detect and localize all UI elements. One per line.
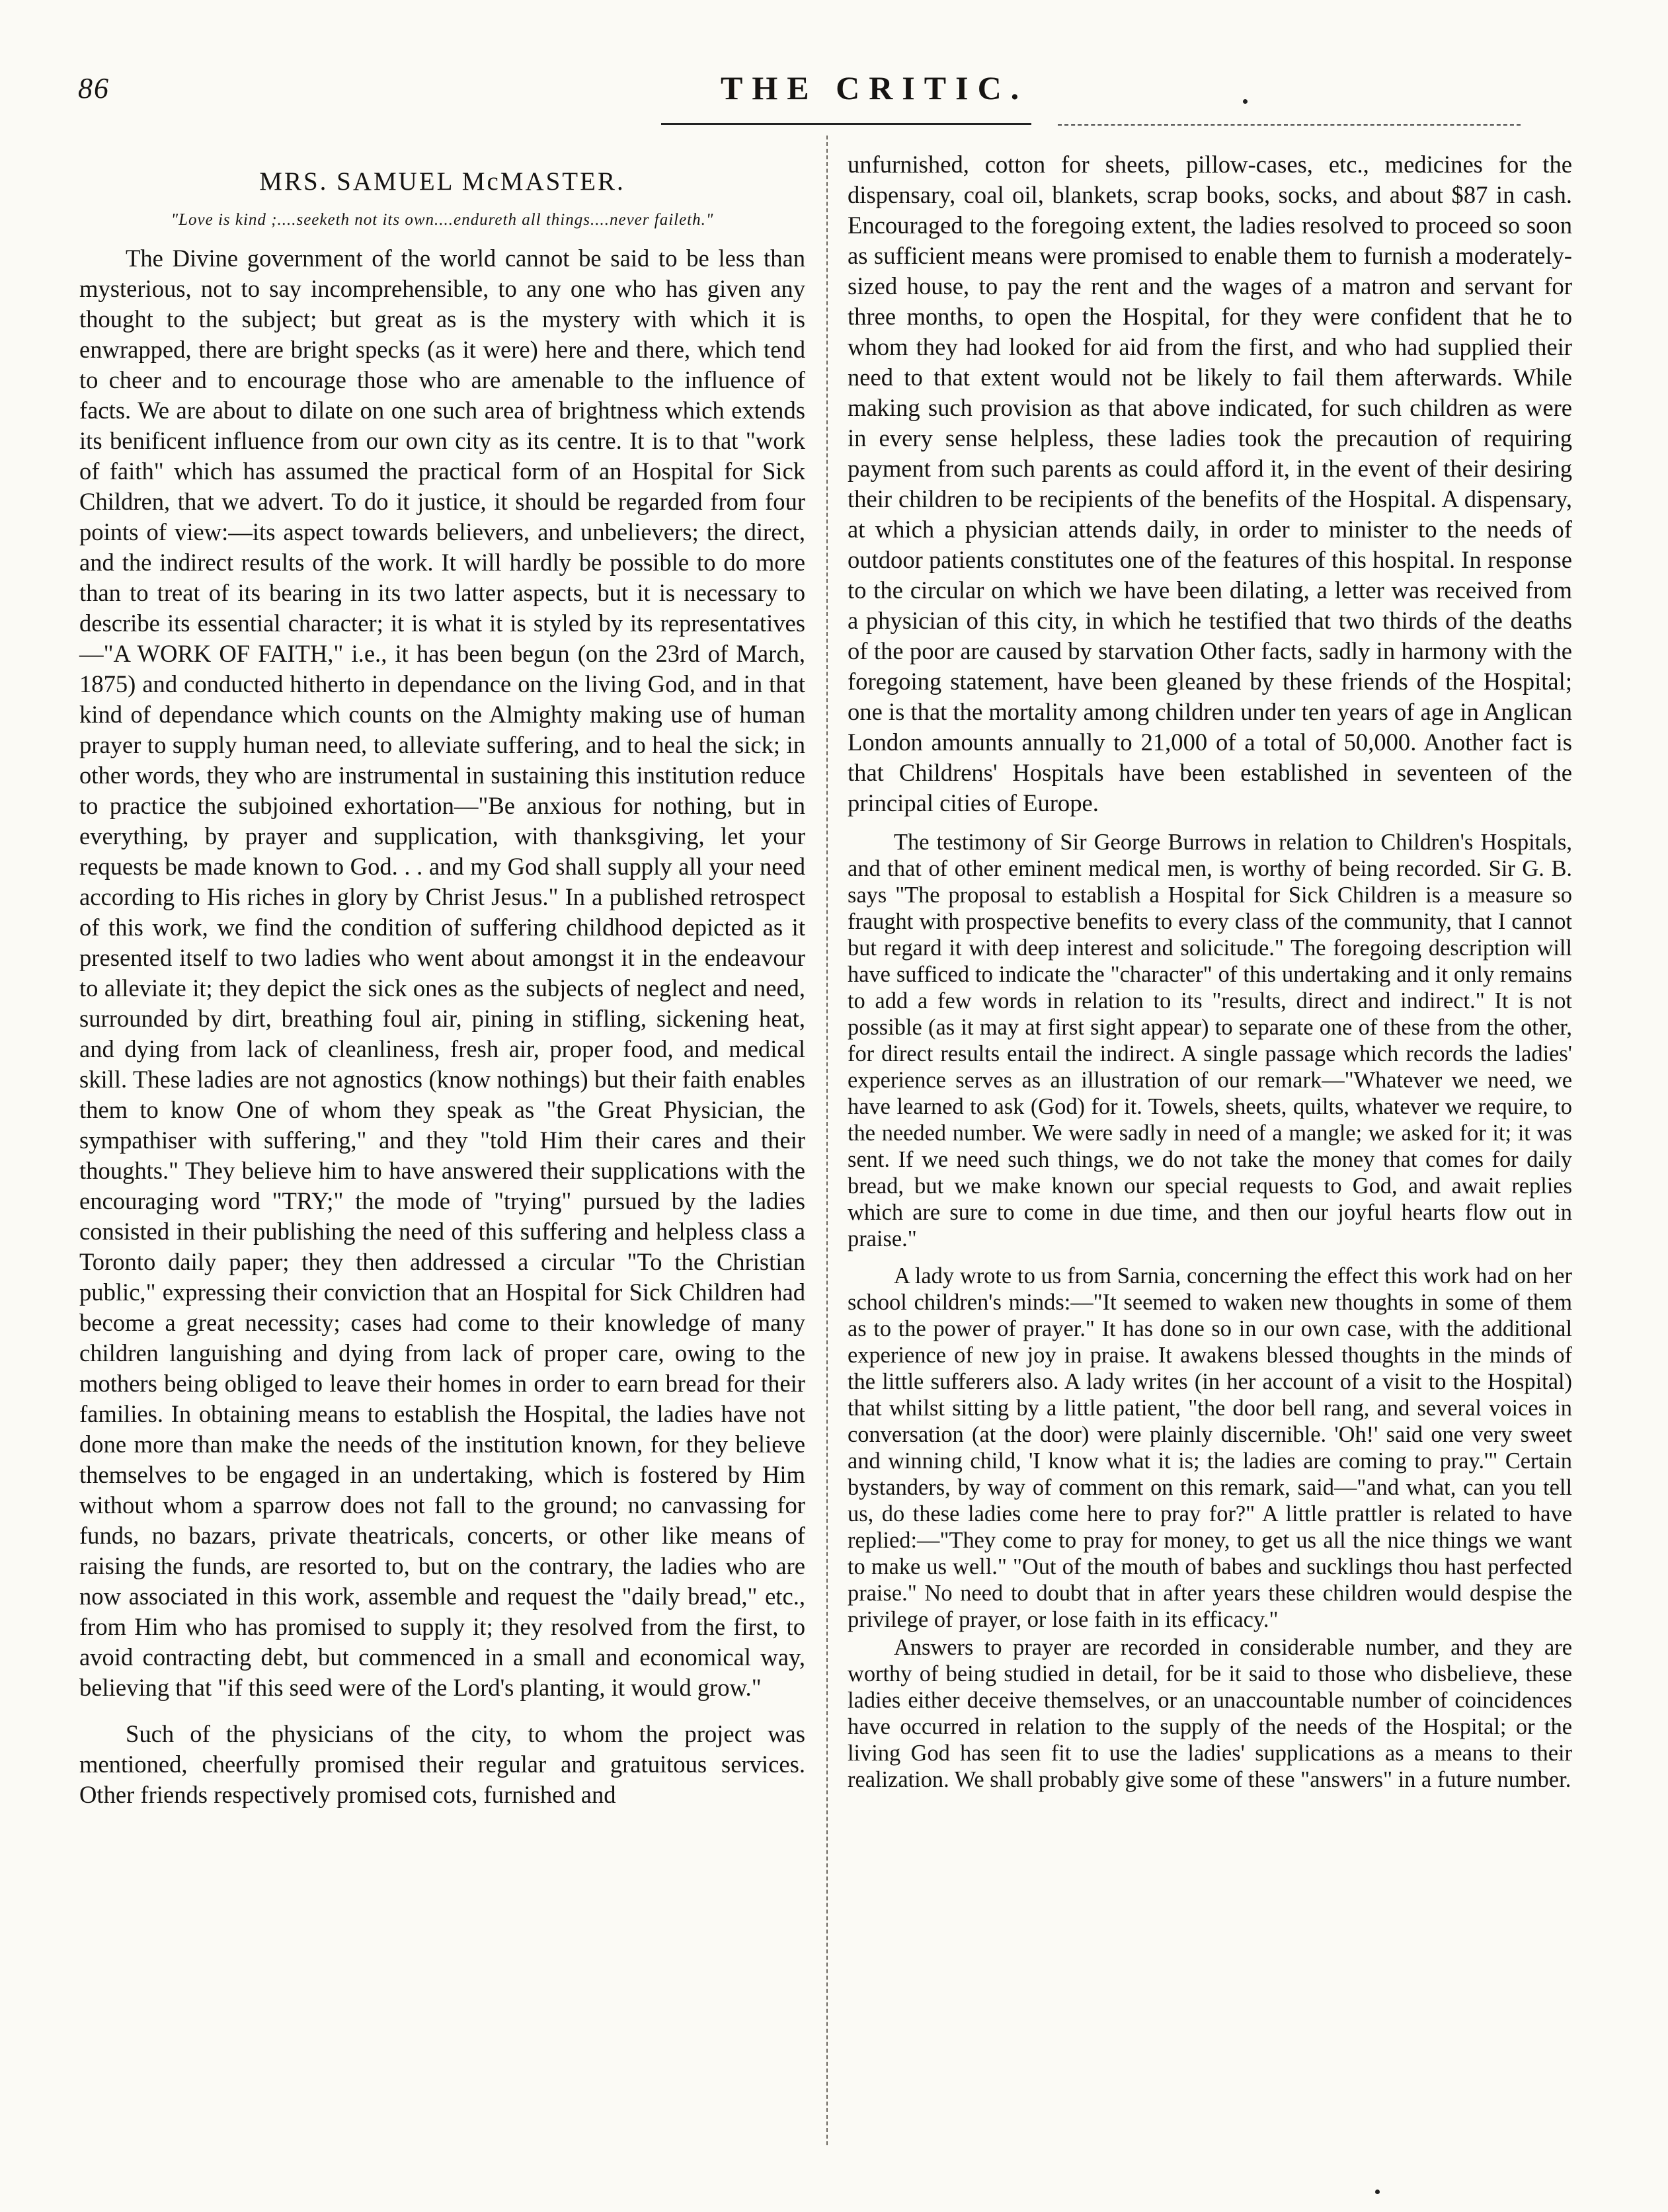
paragraph: A lady wrote to us from Sarnia, concerning the effect this work had on her school children's minds:—"It seemed to waken new thoughts in some of them as to the power of prayer." It has done so in our own case, with the additional experience of new joy in praise. It awakens blessed thoughts in the minds of the little sufferers also. A lady writes (in her account of a visit to the Hospital) that whilst sitting by a little patient, "the door bell rang, and several voices in conversation (at the door) were plainly discernible. 'Oh!' said one very sweet and winning child, 'I know what it is; the ladies are coming to pray.'" Certain bystanders, by way of comment on this remark, said—"and what, can you tell us, do these ladies come here to pray for?" A little prattler is related to have replied:—"They come to pray for money, to get us all the nice things we want to make us well." "Out of the mouth of babes and sucklings thou hast perfected praise." No need to doubt that in after years these children would despise the privilege of prayer, or lose faith in its efficacy." <box>848 1263 1572 1632</box>
paragraph: The testimony of Sir George Burrows in relation to Children's Hospitals, and that of other eminent medical men, is worthy of being recorded. Sir G. B. says "The proposal to establish a Hospital for Sick Children is a measure so fraught with prospective benefits to every class of the community, that I cannot but regard it with deep interest and solicitude." The foregoing description will have sufficed to indicate the "character" of this undertaking and it only remains to add a few words in relation to its "results, direct and indirect." It is not possible (as it may at first sight appear) to separate one of these from the other, for direct results entail the indirect. A single passage which records the ladies' experience serves as an illustration of our remark—"Whatever we need, we have learned to ask (God) for it. Towels, sheets, quilts, whatever we require, to the needed number. We were sadly in need of a mangle; we asked for it; it was sent. If we need such things, we do not take the money that comes for daily bread, but we make known our special requests to God, and await replies which are sure to come in due time, and then our joyful hearts flow out in praise." <box>848 830 1572 1251</box>
epigraph: "Love is kind ;....seeketh not its own....endureth all things....never faileth." <box>171 211 714 229</box>
paragraph-gap <box>848 820 1572 829</box>
left-column <box>79 149 805 1811</box>
right-column <box>848 149 1572 1794</box>
paragraph-continued: unfurnished, cotton for sheets, pillow-cases, etc., medicines for the dispensary, coal oil, blankets, scrap books, socks, and about $87 in cash. Encouraged to the foregoing extent, the ladies resolved to proceed so soon as sufficient means were promised to enable them to furnish a moderately-sized house, to pay the rent and the wages of a matron and servant for three months, to open the Hospital, for they were confident that he to whom they had looked for aid from the first, and who had supplied their need to that extent would not be likely to fail them afterwards. While making such provision as that above indicated, for such children as were in every sense helpless, these ladies took the precaution of requiring payment from such parents as could afford it, in the event of their desiring their children to be recipients of the benefits of the Hospital. A dispensary, at which a physician attends daily, in order to minister to the needs of outdoor patients constitutes one of the features of this hospital. In response to the circular on which we have been dilating, a letter was received from a physician of this city, in which he testified that two thirds of the deaths of the poor are caused by starvation Other facts, sadly in harmony with the foregoing statement, have been gleaned by these friends of the Hospital; one is that the mortality among children under ten years of age in Anglican London amounts annually to 21,000 of a total of 50,000. Another fact is that Childrens' Hospitals have been established in seventeen of the principal cities of Europe. <box>848 151 1573 816</box>
publication-title: THE CRITIC. <box>721 69 1029 106</box>
article-title: MRS. SAMUEL McMASTER. <box>259 167 625 196</box>
paragraph-gap <box>79 1704 805 1719</box>
header-rule <box>661 123 1031 125</box>
header-rule-dashed <box>1058 124 1521 126</box>
page-number: 86 <box>78 72 110 104</box>
print-speck <box>1375 2190 1380 2194</box>
page-header <box>0 0 1668 132</box>
column-divider <box>826 136 828 2145</box>
paragraph: Such of the physicians of the city, to whom the project was mentioned, cheerfully promised their regular and gratuitous services. Other friends respectively promised cots, furnished and <box>79 1720 805 1808</box>
paragraph: The Divine government of the world cannot be said to be less than mysterious, not to say incomprehensible, to any one who has given any thought to the subject; but great as is the mystery with which it is enwrapped, there are bright specks (as it were) here and there, which tend to cheer and to encourage those who are amenable to the influence of facts. We are about to dilate on one such area of brightness which extends its benificent influence from our own city as its centre. It is to that "work of faith" which has assumed the practical form of an Hospital for Sick Children, that we advert. To do it justice, it should be regarded from four points of view:—its aspect towards believers, and unbelievers; the direct, and the indirect results of the work. It will hardly be possible to do more than to treat of its bearing in its two latter aspects, but it is necessary to describe its essential character; it is what it is styled by its representatives—"A WORK OF FAITH," i.e., it has been begun (on the 23rd of March, 1875) and conducted hitherto in dependance on the living God, and in that kind of dependance which counts on the Almighty making use of human prayer to supply human need, to alleviate suffering, and to heal the sick; in other words, they who are instrumental in sustaining this institution reduce to practice the subjoined exhortation—"Be anxious for nothing, but in everything, by prayer and supplication, with thanksgiving, let your requests be made known to God. . . and my God shall supply all your need according to His riches in glory by Christ Jesus." In a published retrospect of this work, we find the condition of suffering childhood depicted as it presented itself to two ladies who went about amongst it in the endeavour to alleviate it; they depict the sick ones as the subjects of neglect and need, surrounded by dirt, breathing foul air, pining in stifling, sickening heat, and dying from lack of cleanliness, fresh air, proper food, and medical skill. These ladies are not agnostics (know nothings) but their faith enables them to know One of whom they speak as "the Great Physician, the sympathiser with suffering," and they "told Him their cares and their thoughts." They believe him to have answered their supplications with the encouraging word "TRY;" the mode of "trying" pursued by the ladies consisted in their publishing the need of this suffering and helpless class a Toronto daily paper; they then addressed a circular "To the Christian public," expressing their conviction that an Hospital for Sick Children had become a great necessity; cases had come to their knowledge of many children languishing and dying from lack of proper care, owing to the mothers being obliged to leave their homes in order to earn bread for their families. In obtaining means to establish the Hospital, the ladies have not done more than make the needs of the institution known, for they believe themselves to be engaged in an undertaking, which is fostered by Him without whom a sparrow does not fall to the ground; no canvassing for funds, no bazars, private theatricals, concerts, or other like means of raising the funds, are resorted to, but on the contrary, the ladies who are now associated in this work, assemble and request the "daily bread," etc., from Him who has promised to supply it; they resolved from the first, to avoid contracting debt, but commenced in a small and economical way, believing that "if this seed were of the Lord's planting, it would grow." <box>79 245 805 1701</box>
print-speck <box>1243 99 1248 104</box>
paragraph-gap <box>848 1253 1572 1263</box>
paragraph: Answers to prayer are recorded in considerable number, and they are worthy of being studied in detail, for be it said to those who disbelieve, these ladies either deceive themselves, or an unaccountable number of coincidences have occurred in relation to the supply of the needs of the Hospital; or the living God has seen fit to use the ladies' supplications as a means to their realization. We shall probably give some of these "answers" in a future number. <box>848 1635 1572 1792</box>
